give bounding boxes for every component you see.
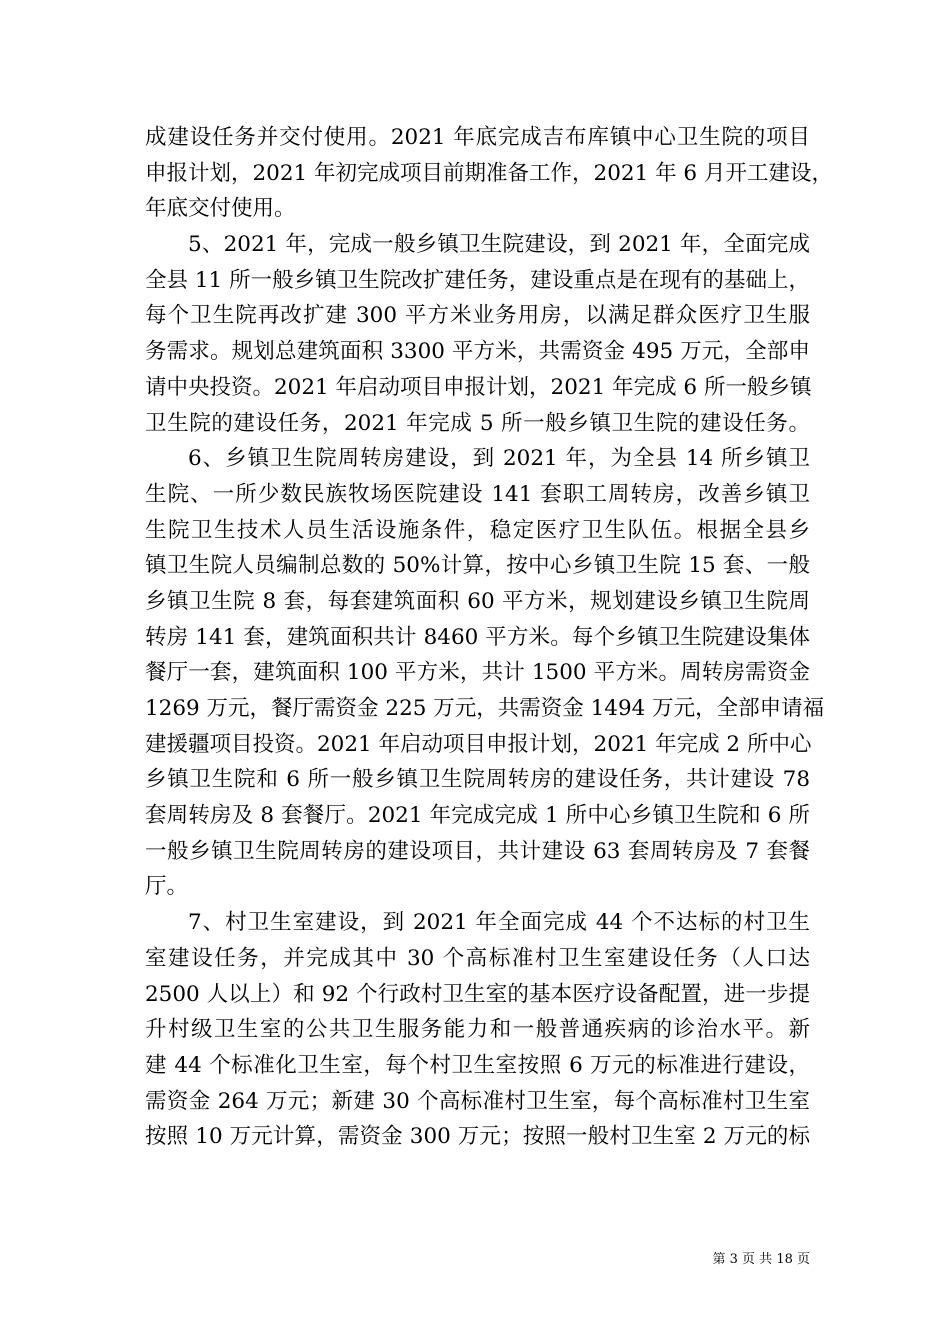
text-line: 1269 万元，餐厅需资金 225 万元，共需资金 1494 万元，全部申请福 [145,696,825,721]
text-line: 乡镇卫生院 8 套，每套建筑面积 60 平方米，规划建设乡镇卫生院周 [145,588,810,614]
text-line: 5、2021 年，完成一般乡镇卫生院建设，到 2021 年，全面完成 [188,232,810,258]
text-line: 务需求。规划总建筑面积 3300 平方米，共需资金 495 万元，全部申 [145,339,810,365]
text-line: 室建设任务，并完成其中 30 个高标准村卫生室建设任务（人口达 [145,945,810,971]
text-line: 2500 人以上）和 92 个行政村卫生室的基本医疗设备配置，进一步提 [145,981,810,1007]
body-text [145,120,833,1155]
text-line: 全县 11 所一般乡镇卫生院改扩建任务，建设重点是在现有的基础上， [145,267,810,293]
text-line: 转房 141 套，建筑面积共计 8460 平方米。每个乡镇卫生院建设集体 [145,624,810,650]
text-line: 请中央投资。2021 年启动项目申报计划，2021 年完成 6 所一般乡镇 [145,374,812,400]
text-line: 7、村卫生室建设，到 2021 年全面完成 44 个不达标的村卫生 [188,910,810,936]
text-line: 升村级卫生室的公共卫生服务能力和一般普通疾病的诊治水平。新 [145,1017,810,1043]
text-line: 镇卫生院人员编制总数的 50%计算，按中心乡镇卫生院 15 套、一般 [145,553,810,579]
text-line: 年底交付使用。 [145,196,296,222]
text-line: 餐厅一套，建筑面积 100 平方米，共计 1500 平方米。周转房需资金 [145,660,810,686]
text-line: 卫生院的建设任务，2021 年完成 5 所一般乡镇卫生院的建设任务。 [145,410,810,436]
page-number: 第 3 页 共 18 页 [712,1252,810,1267]
text-line: 6、乡镇卫生院周转房建设，到 2021 年，为全县 14 所乡镇卫 [188,446,810,472]
text-line: 生院、一所少数民族牧场医院建设 141 套职工周转房，改善乡镇卫 [145,481,810,507]
text-line: 生院卫生技术人员生活设施条件，稳定医疗卫生队伍。根据全县乡 [145,517,810,543]
text-line: 成建设任务并交付使用。2021 年底完成吉布库镇中心卫生院的项目 [145,125,810,150]
text-line: 建援疆项目投资。2021 年启动项目申报计划，2021 年完成 2 所中心 [145,731,812,757]
text-line: 厅。 [145,874,189,900]
text-line: 按照 10 万元计算，需资金 300 万元；按照一般村卫生室 2 万元的标 [145,1124,810,1150]
text-line: 套周转房及 8 套餐厅。2021 年完成完成 1 所中心乡镇卫生院和 6 所 [145,803,810,829]
text-line: 需资金 264 万元；新建 30 个高标准村卫生室，每个高标准村卫生室 [145,1088,810,1114]
text-line: 申报计划，2021 年初完成项目前期准备工作，2021 年 6 月开工建设， [145,160,833,186]
text-line: 建 44 个标准化卫生室，每个村卫生室按照 6 万元的标准进行建设， [145,1052,810,1078]
text-line: 一般乡镇卫生院周转房的建设项目，共计建设 63 套周转房及 7 套餐 [145,838,810,864]
text-line: 乡镇卫生院和 6 所一般乡镇卫生院周转房的建设任务，共计建设 78 [145,767,810,793]
text-line: 每个卫生院再改扩建 300 平方米业务用房，以满足群众医疗卫生服 [145,303,810,329]
